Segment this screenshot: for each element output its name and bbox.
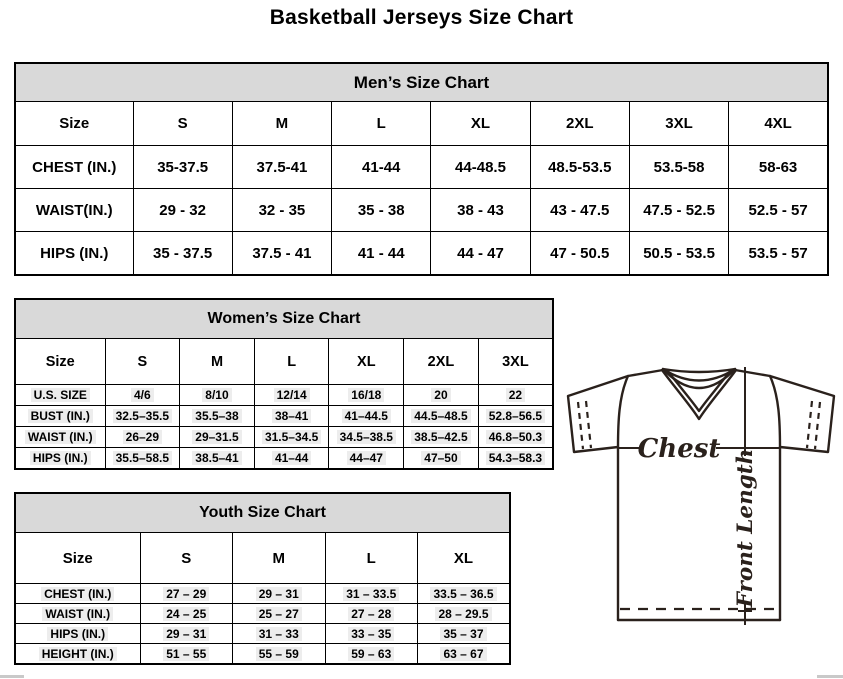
- women-header-row: [15, 339, 553, 385]
- youth-data-row: [15, 584, 510, 604]
- men-data-row: [15, 232, 828, 276]
- youth-header-row: [15, 533, 510, 584]
- youth-size-table: [14, 492, 511, 665]
- size-value-cell: 32 - 35: [232, 189, 331, 232]
- size-value-cell: 25 – 27: [233, 604, 326, 624]
- size-value-cell: 46.8–50.3: [478, 427, 553, 448]
- size-value-cell: 55 – 59: [233, 644, 326, 665]
- size-value-cell: 47 - 50.5: [530, 232, 629, 276]
- men-table-title: Men’s Size Chart: [15, 63, 828, 102]
- size-value-cell: 58-63: [729, 146, 828, 189]
- page-title: Basketball Jerseys Size Chart: [269, 6, 574, 29]
- youth-column-header: L: [325, 533, 418, 584]
- size-value-cell: 44 - 47: [431, 232, 530, 276]
- size-value-cell: 29 – 31: [233, 584, 326, 604]
- women-column-header: Size: [15, 339, 105, 385]
- row-label: HIPS (IN.): [15, 624, 140, 644]
- size-value-cell: 52.8–56.5: [478, 406, 553, 427]
- size-value-cell: 35-37.5: [133, 146, 232, 189]
- youth-table: [14, 492, 511, 665]
- men-data-row: [15, 146, 828, 189]
- size-value-cell: 12/14: [254, 385, 329, 406]
- row-label: CHEST (IN.): [15, 146, 133, 189]
- size-value-cell: 33.5 – 36.5: [418, 584, 511, 604]
- size-value-cell: 41–44: [254, 448, 329, 470]
- size-value-cell: 32.5–35.5: [105, 406, 180, 427]
- size-value-cell: 38 - 43: [431, 189, 530, 232]
- row-label: WAIST(IN.): [15, 189, 133, 232]
- women-table-title: Women’s Size Chart: [15, 299, 553, 339]
- men-column-header: 3XL: [629, 102, 728, 146]
- size-value-cell: 41–44.5: [329, 406, 404, 427]
- row-label: BUST (IN.): [15, 406, 105, 427]
- size-value-cell: 51 – 55: [140, 644, 233, 665]
- row-label: U.S. SIZE: [15, 385, 105, 406]
- size-value-cell: 31 – 33: [233, 624, 326, 644]
- size-value-cell: 53.5 - 57: [729, 232, 828, 276]
- size-value-cell: 35 - 38: [332, 189, 431, 232]
- size-value-cell: 22: [478, 385, 553, 406]
- women-data-row: [15, 448, 553, 470]
- size-value-cell: 27 – 29: [140, 584, 233, 604]
- cropped-ui-fragment-left: [0, 675, 24, 678]
- size-value-cell: 59 – 63: [325, 644, 418, 665]
- women-column-header: M: [180, 339, 255, 385]
- size-value-cell: 35 – 37: [418, 624, 511, 644]
- size-value-cell: 41 - 44: [332, 232, 431, 276]
- size-value-cell: 34.5–38.5: [329, 427, 404, 448]
- size-value-cell: 29–31.5: [180, 427, 255, 448]
- men-column-header: 4XL: [729, 102, 828, 146]
- women-data-row: [15, 385, 553, 406]
- size-value-cell: 8/10: [180, 385, 255, 406]
- size-value-cell: 24 – 25: [140, 604, 233, 624]
- row-label: HIPS (IN.): [15, 232, 133, 276]
- collar-outline: [662, 369, 736, 419]
- men-column-header: Size: [15, 102, 133, 146]
- youth-column-header: M: [233, 533, 326, 584]
- size-value-cell: 35.5–38: [180, 406, 255, 427]
- size-value-cell: 29 – 31: [140, 624, 233, 644]
- size-value-cell: 35.5–58.5: [105, 448, 180, 470]
- size-value-cell: 31 – 33.5: [325, 584, 418, 604]
- size-value-cell: 38.5–41: [180, 448, 255, 470]
- youth-data-row: [15, 604, 510, 624]
- size-value-cell: 37.5-41: [232, 146, 331, 189]
- youth-column-header: Size: [15, 533, 140, 584]
- size-value-cell: 27 – 28: [325, 604, 418, 624]
- front-length-label: Front Length: [733, 448, 758, 608]
- women-column-header: L: [254, 339, 329, 385]
- size-value-cell: 38–41: [254, 406, 329, 427]
- size-value-cell: 37.5 - 41: [232, 232, 331, 276]
- cropped-ui-fragment-right: [817, 675, 843, 678]
- chest-label: Chest: [637, 434, 721, 464]
- men-data-row: [15, 189, 828, 232]
- size-value-cell: 31.5–34.5: [254, 427, 329, 448]
- size-value-cell: 4/6: [105, 385, 180, 406]
- women-table: [14, 298, 554, 470]
- size-value-cell: 50.5 - 53.5: [629, 232, 728, 276]
- size-value-cell: 48.5-53.5: [530, 146, 629, 189]
- men-header-row: [15, 102, 828, 146]
- women-column-header: XL: [329, 339, 404, 385]
- women-data-row: [15, 406, 553, 427]
- size-value-cell: 44-48.5: [431, 146, 530, 189]
- womens-size-table: [14, 298, 554, 470]
- size-value-cell: 43 - 47.5: [530, 189, 629, 232]
- size-value-cell: 47.5 - 52.5: [629, 189, 728, 232]
- men-column-header: M: [232, 102, 331, 146]
- men-column-header: L: [332, 102, 431, 146]
- row-label: HEIGHT (IN.): [15, 644, 140, 665]
- women-data-row: [15, 427, 553, 448]
- size-value-cell: 33 – 35: [325, 624, 418, 644]
- size-value-cell: 63 – 67: [418, 644, 511, 665]
- men-column-header: XL: [431, 102, 530, 146]
- men-table: [14, 62, 829, 276]
- women-column-header: 3XL: [478, 339, 553, 385]
- size-value-cell: 20: [404, 385, 479, 406]
- size-value-cell: 16/18: [329, 385, 404, 406]
- women-column-header: S: [105, 339, 180, 385]
- size-value-cell: 26–29: [105, 427, 180, 448]
- row-label: CHEST (IN.): [15, 584, 140, 604]
- mens-size-table: [14, 62, 829, 276]
- youth-table-title: Youth Size Chart: [15, 493, 510, 533]
- size-value-cell: 47–50: [404, 448, 479, 470]
- youth-data-row: [15, 624, 510, 644]
- row-label: WAIST (IN.): [15, 427, 105, 448]
- size-value-cell: 29 - 32: [133, 189, 232, 232]
- size-value-cell: 52.5 - 57: [729, 189, 828, 232]
- women-column-header: 2XL: [404, 339, 479, 385]
- size-value-cell: 44.5–48.5: [404, 406, 479, 427]
- size-value-cell: 41-44: [332, 146, 431, 189]
- size-value-cell: 53.5-58: [629, 146, 728, 189]
- size-value-cell: 35 - 37.5: [133, 232, 232, 276]
- size-value-cell: 44–47: [329, 448, 404, 470]
- youth-column-header: S: [140, 533, 233, 584]
- men-column-header: S: [133, 102, 232, 146]
- row-label: WAIST (IN.): [15, 604, 140, 624]
- size-value-cell: 28 – 29.5: [418, 604, 511, 624]
- row-label: HIPS (IN.): [15, 448, 105, 470]
- jersey-diagram: [556, 356, 842, 632]
- youth-data-row: [15, 644, 510, 665]
- youth-column-header: XL: [418, 533, 511, 584]
- size-value-cell: 38.5–42.5: [404, 427, 479, 448]
- size-value-cell: 54.3–58.3: [478, 448, 553, 470]
- men-column-header: 2XL: [530, 102, 629, 146]
